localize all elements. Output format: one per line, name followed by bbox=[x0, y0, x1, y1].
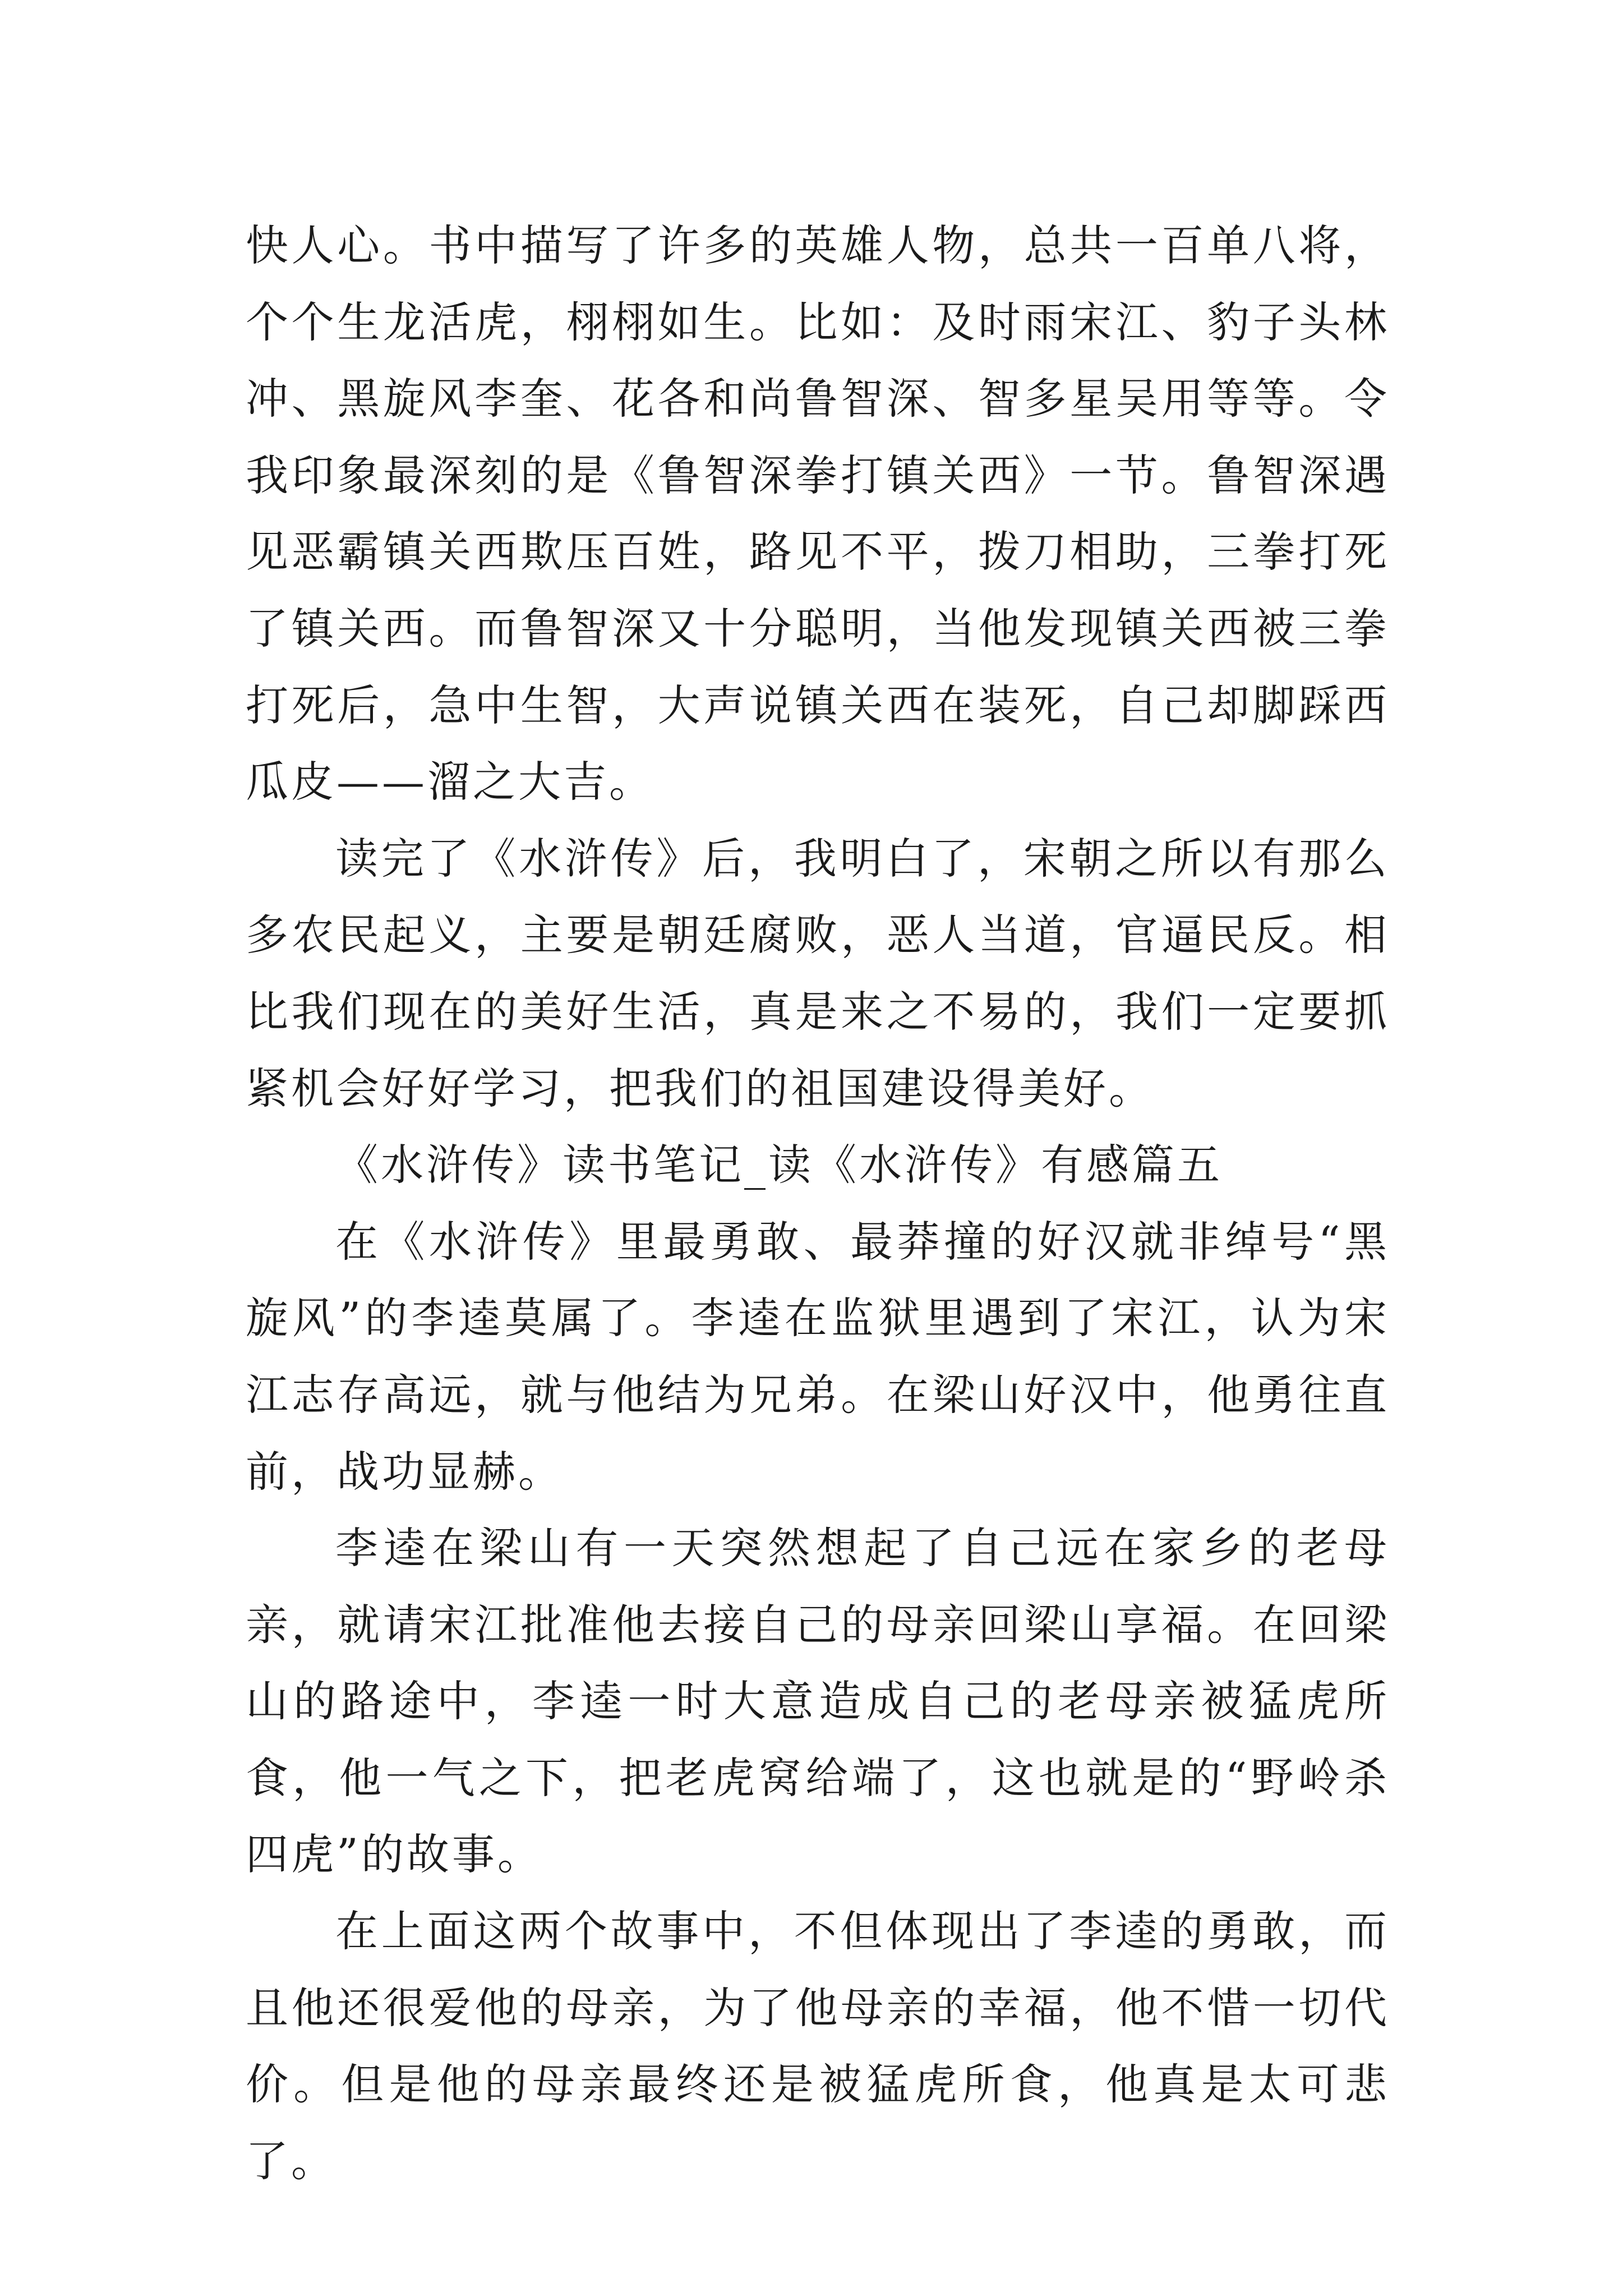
paragraph-conclusion: 在上面这两个故事中，不但体现出了李逵的勇敢，而且他还很爱他的母亲，为了他母亲的幸福，他不惜一切代价。但是他的母亲最终还是被猛虎所食，他真是太可悲了。 bbox=[246, 1906, 1390, 2186]
paragraph-reflection: 读完了《水浒传》后，我明白了，宋朝之所以有那么多农民起义，主要是朝廷腐败，恶人当道，官逼民反。相比我们现在的美好生活，真是来之不易的，我们一定要抓紧机会好好学习，把我们的祖国建设得美好。 bbox=[246, 833, 1390, 1114]
paragraph-li-kui-intro: 在《水浒传》里最勇敢、最莽撞的好汉就非绰号“黑旋风”的李逵莫属了。李逵在监狱里遇到了宋江，认为宋江志存高远，就与他结为兄弟。在梁山好汉中，他勇往直前，战功显赫。 bbox=[246, 1216, 1390, 1497]
section-heading: 《水浒传》读书笔记_读《水浒传》有感篇五 bbox=[335, 1140, 1223, 1190]
paragraph-four-tigers-story: 李逵在梁山有一天突然想起了自己远在家乡的老母亲，就请宋江批准他去接自己的母亲回梁山享福。在回梁山的路途中，李逵一时大意造成自己的老母亲被猛虎所食，他一气之下，把老虎窝给端了，这也就是的“野岭杀四虎”的故事。 bbox=[246, 1523, 1390, 1880]
document-body bbox=[246, 208, 1390, 2200]
paragraph-battle-recap: 快人心。书中描写了许多的英雄人物，总共一百单八将，个个生龙活虎，栩栩如生。比如：及时雨宋江、豹子头林冲、黑旋风李奎、花各和尚鲁智深、智多星吴用等等。令我印象最深刻的是《鲁智深拳打镇关西》一节。鲁智深遇见恶霸镇关西欺压百姓，路见不平，拨刀相助，三拳打死了镇关西。而鲁智深又十分聪明，当他发现镇关西被三拳打死后，急中生智，大声说镇关西在装死，自己却脚踩西瓜皮——溜之大吉。 bbox=[246, 220, 1390, 807]
